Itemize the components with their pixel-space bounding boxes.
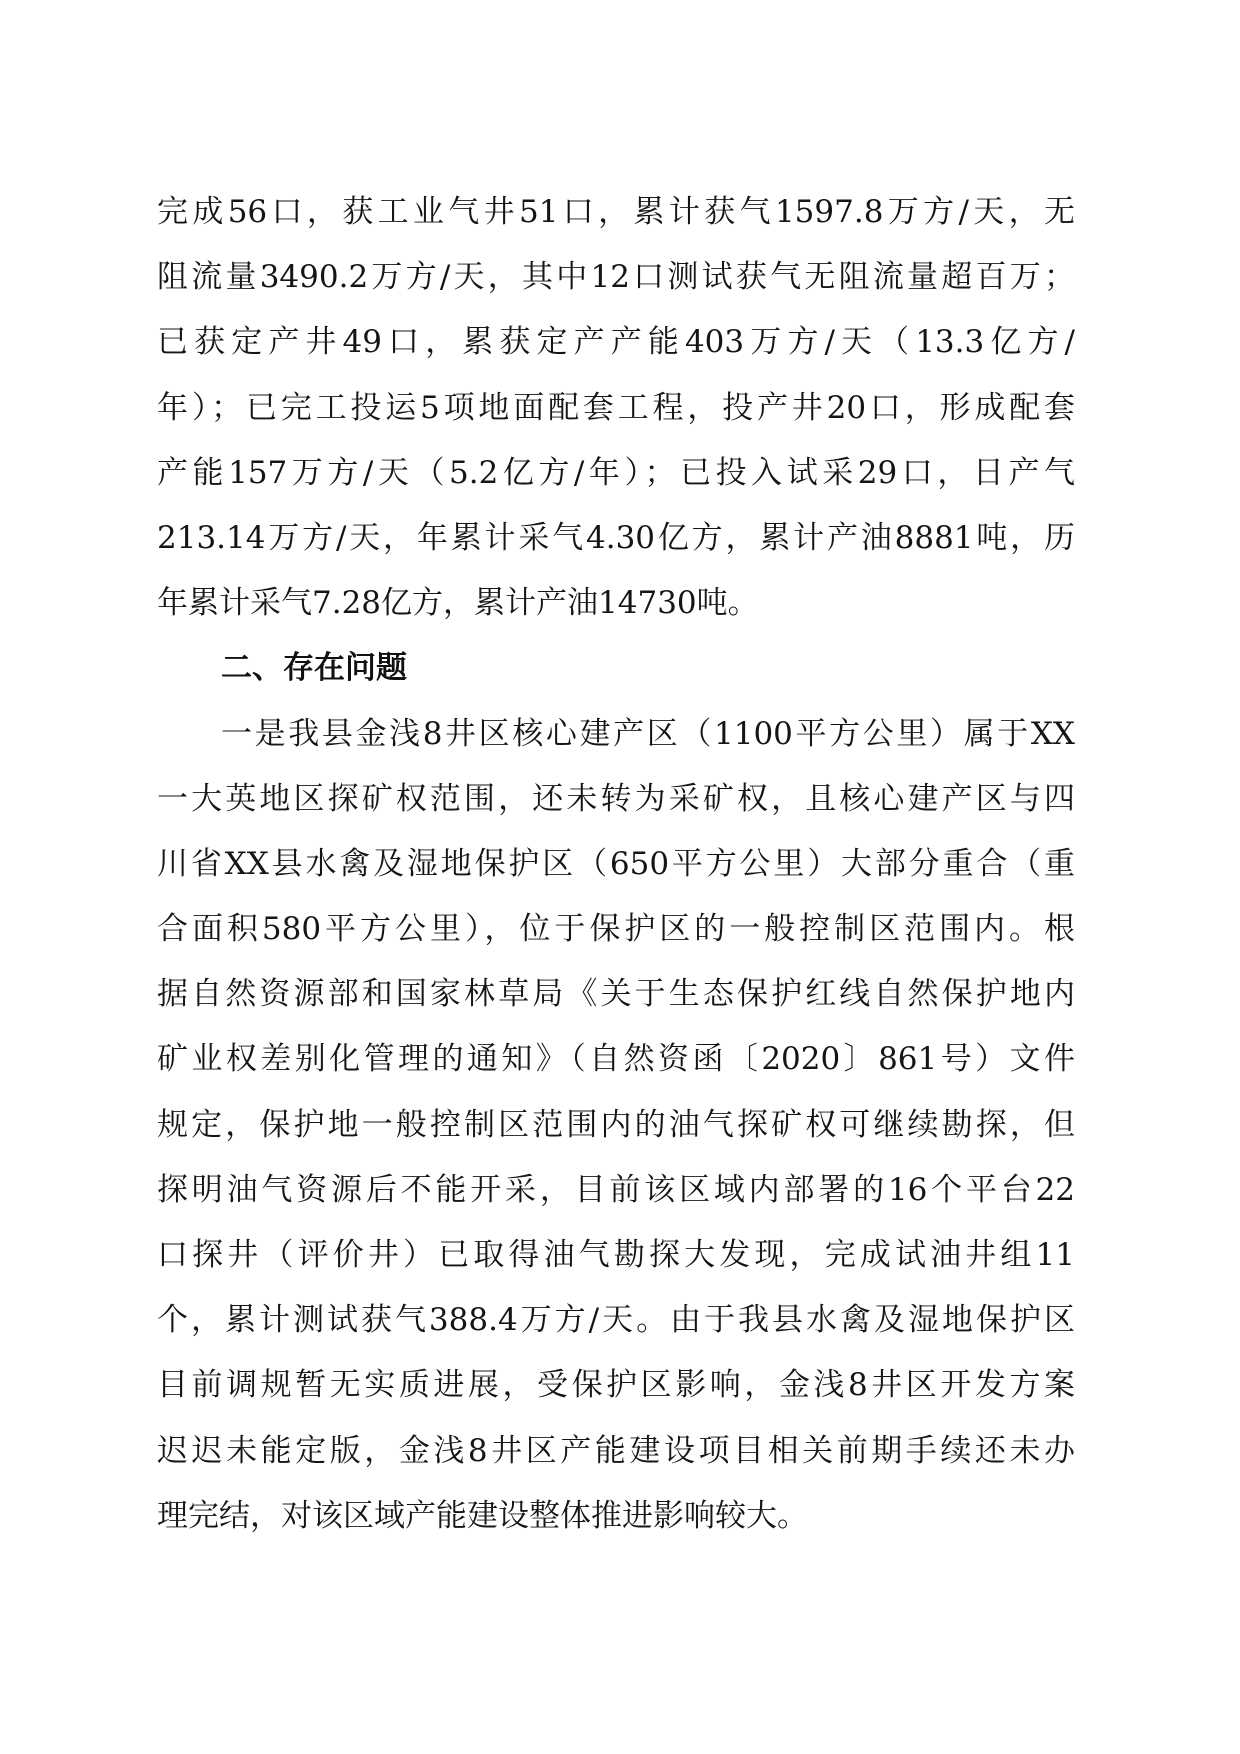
text-line: 探明油气资源后不能开采，目前该区域内部署的16个平台22 — [157, 1171, 1075, 1208]
text-line: 年累计采气7.28亿方，累计产油14730吨。 — [157, 585, 759, 622]
text-line: 合面积580平方公里），位于保护区的一般控制区范围内。根 — [157, 911, 1075, 948]
text-line: 据自然资源部和国家林草局《关于生态保护红线自然保护地内 — [157, 976, 1075, 1013]
paragraph-existing-problems — [157, 702, 1075, 1549]
text-line: 个，累计测试获气388.4万方/天。由于我县水禽及湿地保护区 — [157, 1302, 1075, 1339]
text-line: 目前调规暂无实质进展，受保护区影响，金浅8井区开发方案 — [157, 1367, 1075, 1404]
text-line: 产能157万方/天（5.2亿方/年）；已投入试采29口，日产气 — [157, 454, 1075, 491]
text-line: 口探井（评价井）已取得油气勘探大发现，完成试油井组11 — [157, 1237, 1075, 1273]
document-page — [157, 180, 1075, 1549]
text-line: 阻流量3490.2万方/天，其中12口测试获气无阻流量超百万； — [157, 259, 1075, 296]
text-line: 规定，保护地一般控制区范围内的油气探矿权可继续勘探，但 — [157, 1106, 1075, 1143]
text-line: 213.14万方/天，年累计采气4.30亿方，累计产油8881吨，历 — [157, 519, 1075, 556]
section-heading: 二、存在问题 — [221, 650, 407, 687]
text-line: 一大英地区探矿权范围，还未转为采矿权，且核心建产区与四 — [157, 780, 1075, 817]
text-line: 矿业权差别化管理的通知》（自然资函〔2020〕861号）文件 — [157, 1041, 1075, 1078]
text-line: 已获定产井49口，累获定产产能403万方/天（13.3亿方/ — [157, 324, 1075, 361]
paragraph-production-summary — [157, 180, 1075, 636]
text-line: 川省XX县水禽及湿地保护区（650平方公里）大部分重合（重 — [157, 845, 1075, 882]
text-line: 一是我县金浅8井区核心建产区（1100平方公里）属于XX — [221, 715, 1075, 752]
text-line: 年）；已完工投运5项地面配套工程，投产井20口，形成配套 — [157, 389, 1075, 426]
text-line: 完成56口，获工业气井51口，累计获气1597.8万方/天，无 — [157, 194, 1075, 230]
text-line: 理完结，对该区域产能建设整体推进影响较大。 — [157, 1497, 808, 1534]
text-line: 迟迟未能定版，金浅8井区产能建设项目相关前期手续还未办 — [157, 1432, 1075, 1469]
